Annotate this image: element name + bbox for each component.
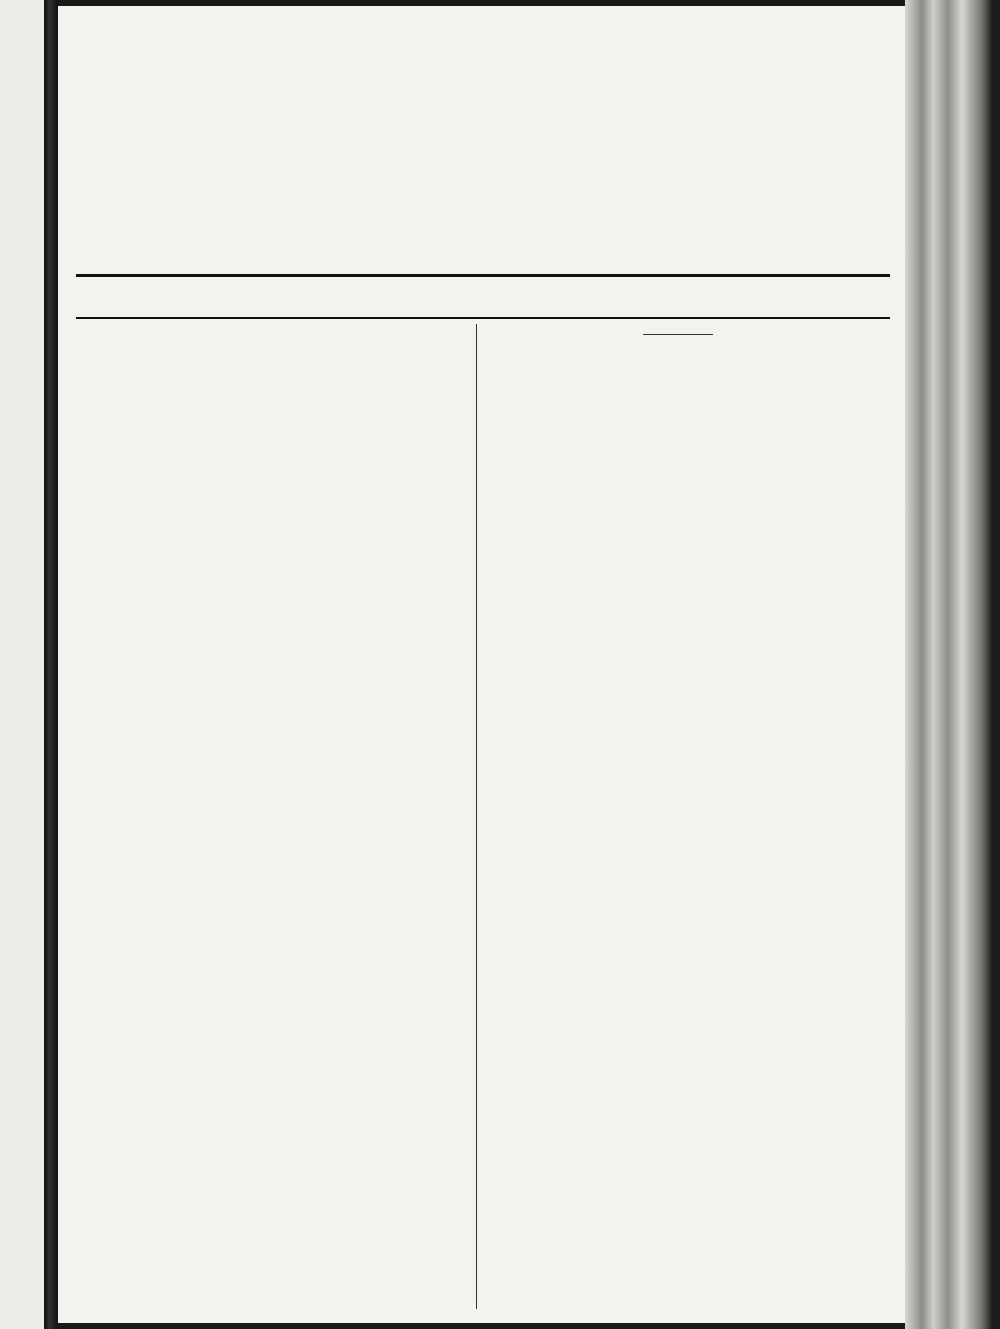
book-page-edges	[905, 0, 1000, 1329]
newspaper-page	[58, 6, 910, 1323]
masthead	[78, 36, 890, 46]
section-rule	[643, 334, 713, 335]
book-gutter	[44, 0, 58, 1329]
column-divider	[476, 324, 477, 1309]
column-right	[482, 324, 874, 351]
facing-page-strip	[0, 0, 46, 1329]
issue-date-bar	[76, 274, 890, 319]
